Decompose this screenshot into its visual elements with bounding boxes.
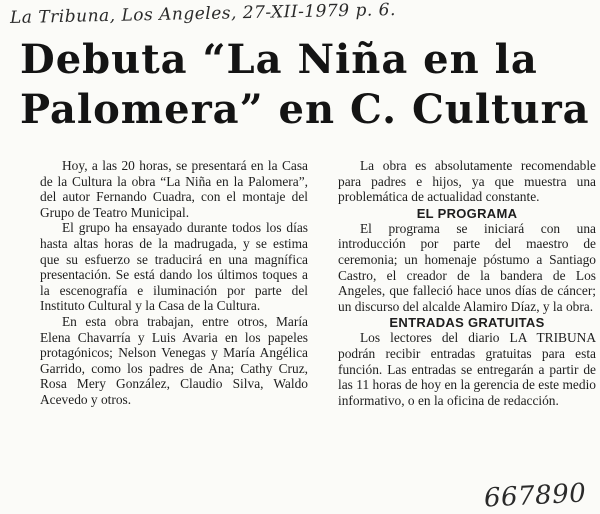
paragraph-programa: El programa se iniciará con una introducción por parte del maestro de ceremonia; un homenaje póstumo a Santiago Castro, el creador de la bandera de Los Angeles, que falleció hace unos días de cáncer; un discurso del alcalde Alamiro Díaz, y la obra. <box>338 220 596 314</box>
paragraph-1: Hoy, a las 20 horas, se presentará en la Casa de la Cultura la obra “La Niña en la Palomera”, del autor Fernando Cuadra, con el montaje del Grupo de Teatro Municipal. <box>40 158 308 220</box>
section-heading-programa: EL PROGRAMA <box>416 205 518 221</box>
handwritten-source-note: La Tribuna, Los Angeles, 27-XII-1979 p. 6. <box>9 0 397 29</box>
headline-line-1: Debuta “La Niña en la <box>20 36 538 83</box>
article-column-left <box>40 158 308 408</box>
section-heading-entradas: ENTRADAS GRATUITAS <box>389 315 545 331</box>
article-column-right <box>338 158 596 408</box>
paragraph-entradas: Los lectores del diario LA TRIBUNA podrán recibir entradas gratuitas para esta función. Las entradas se entregarán a partir de las 11 horas de hoy en la gerencia de este medio informativo, o en la oficina de redacción. <box>338 330 596 408</box>
headline-line-2: Palomera” en C. Cultura <box>20 86 590 133</box>
paragraph-3: En esta obra trabajan, entre otros, María Elena Chavarría y Luis Avaria en los papeles protagónicos; Nelson Venegas y María Angélica Garrido, como los padres de Ana; Cathy Cruz, Rosa Mery González, Claudio Silva, Waldo Acevedo y otros. <box>40 313 308 407</box>
handwritten-archive-number: 667890 <box>483 478 587 514</box>
paragraph-intro: La obra es absolutamente recomendable para padres e hijos, ya que muestra una problemática de actualidad constante. <box>338 158 596 205</box>
paragraph-2: El grupo ha ensayado durante todos los días hasta altas horas de la madrugada, y se estima que su esfuerzo se traducirá en una magnífica presentación. Se está dando los últimos toques a la escenografía e iluminación por parte del Instituto Cultural y la Casa de la Cultura. <box>40 220 308 314</box>
